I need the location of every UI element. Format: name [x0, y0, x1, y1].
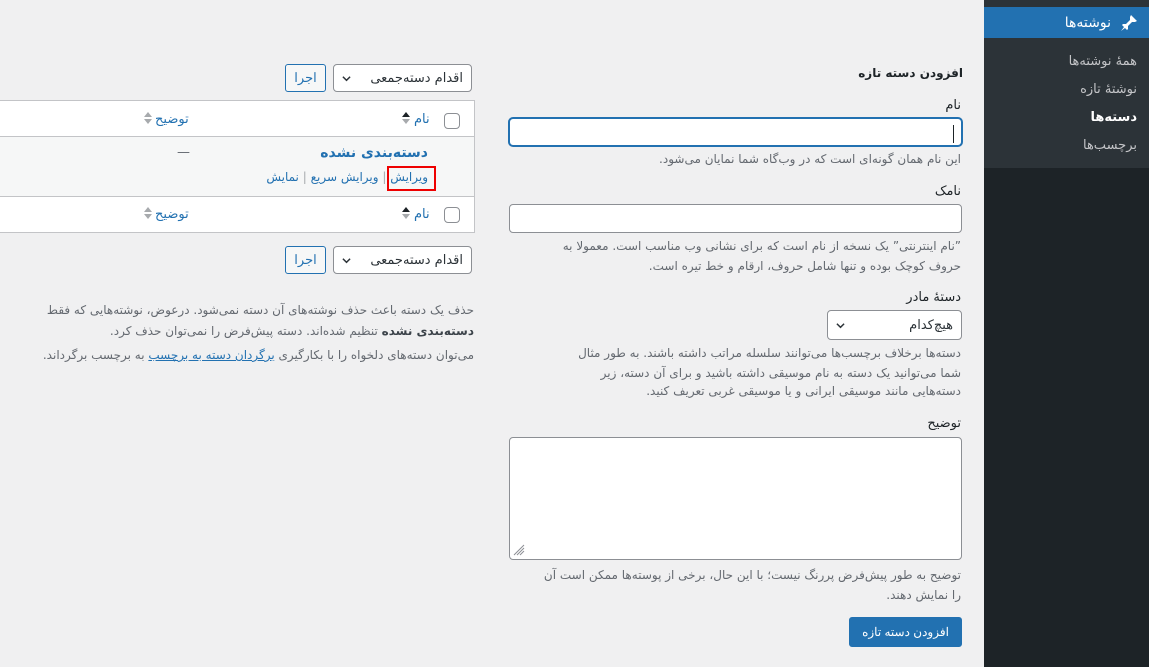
- column-name-footer[interactable]: نام: [414, 207, 430, 222]
- resize-grip-icon[interactable]: [513, 544, 525, 556]
- bulk-action-select-top[interactable]: [333, 64, 472, 92]
- sort-arrows-icon[interactable]: [143, 111, 153, 125]
- sort-arrows-icon[interactable]: [401, 206, 411, 220]
- parent-description-line3: دسته‌هایی مانند موسیقی ایرانی و یا موسیقی غربی تعریف کنید.: [646, 384, 961, 398]
- column-name-header[interactable]: نام: [414, 112, 430, 127]
- description-help-line2: را نمایش دهند.: [886, 588, 961, 602]
- bulk-action-value-bottom: اقدام دسته‌جمعی: [370, 252, 463, 268]
- description-help-line1: توضیح به طور پیش‌فرض پررنگ نیست؛ با این حال، برخی از پوسته‌ها ممکن است آن: [543, 568, 961, 582]
- parent-description-line1: دسته‌ها برخلاف برچسب‌ها می‌توانند سلسله مراتب داشته باشند. به طور مثال: [578, 346, 961, 360]
- parent-select-value: هیچ‌کدام: [909, 317, 953, 333]
- table-footer: [0, 196, 474, 232]
- select-all-checkbox[interactable]: [444, 113, 460, 129]
- action-separator: |: [382, 170, 387, 184]
- table-header: [0, 101, 474, 137]
- apply-button-top[interactable]: اجرا: [285, 64, 326, 92]
- column-description-header[interactable]: توضیح: [155, 112, 189, 127]
- table-row: [0, 137, 474, 196]
- delete-note-line2: دسته‌بندی نشده تنظیم شده‌اند. دسته پیش‌فرض را نمی‌توان حذف کرد.: [109, 324, 474, 338]
- name-input[interactable]: [509, 118, 962, 146]
- description-textarea[interactable]: [509, 437, 962, 560]
- chevron-down-icon: [342, 74, 351, 83]
- name-description: این نام همان گونه‌ای است که در وب‌گاه شما نمایان می‌شود.: [659, 152, 961, 166]
- submenu-tags[interactable]: برچسب‌ها: [1082, 138, 1137, 153]
- posts-submenu: [984, 38, 1149, 168]
- slug-input[interactable]: [509, 204, 962, 233]
- apply-button-bottom[interactable]: اجرا: [285, 246, 326, 274]
- parent-select[interactable]: [827, 310, 962, 340]
- slug-description-line2: حروف کوچک بوده و تنها شامل حروف، ارقام و خط تیره است.: [648, 259, 961, 273]
- converter-note: می‌توان دسته‌های دلخواه را با بکارگیری برگردان دسته به برچسب به برچسب برگرداند.: [42, 348, 474, 362]
- bulk-action-select-bottom[interactable]: [333, 246, 472, 274]
- pin-icon: [1119, 13, 1139, 33]
- bulk-action-value-top: اقدام دسته‌جمعی: [370, 70, 463, 86]
- row-action-quick-edit[interactable]: ویرایش سریع: [310, 170, 379, 184]
- row-category-description: —: [177, 145, 190, 160]
- chevron-down-icon: [342, 256, 351, 265]
- add-category-button[interactable]: افزودن دسته تازه: [849, 617, 962, 647]
- submenu-all-posts[interactable]: همهٔ نوشته‌ها: [1068, 54, 1137, 69]
- action-separator: |: [302, 170, 307, 184]
- menu-posts-label: نوشته‌ها: [1064, 14, 1111, 31]
- default-category-name: دسته‌بندی نشده: [381, 324, 474, 338]
- admin-sidebar: [984, 0, 1149, 667]
- text-caret: [953, 125, 954, 143]
- menu-posts[interactable]: [984, 7, 1149, 38]
- parent-label: دستهٔ مادر: [906, 290, 961, 305]
- row-action-edit[interactable]: ویرایش: [390, 170, 428, 184]
- sort-arrows-icon[interactable]: [143, 206, 153, 220]
- select-all-checkbox-bottom[interactable]: [444, 207, 460, 223]
- delete-note-line1: حذف یک دسته باعث حذف نوشته‌های آن دسته نمی‌شود. درعوض، نوشته‌هایی که فقط: [46, 303, 474, 317]
- chevron-down-icon: [836, 321, 845, 330]
- name-label: نام: [945, 98, 961, 113]
- sidebar-top-strip: [984, 0, 1149, 7]
- column-description-footer[interactable]: توضیح: [155, 207, 189, 222]
- categories-table: [0, 100, 475, 233]
- slug-description-line1: ”نام اینترنتی” یک نسخه از نام است که برای نشانی وب مناسب است. معمولا به: [562, 239, 961, 253]
- parent-description-line2: شما می‌توانید یک دسته به نام موسیقی داشته باشید و برای آن دسته، زیر: [600, 366, 961, 380]
- row-category-name[interactable]: دسته‌بندی نشده: [320, 145, 428, 161]
- sort-arrows-icon[interactable]: [401, 111, 411, 125]
- highlight-annotation: [387, 166, 436, 191]
- form-heading: افزودن دسته تازه: [858, 66, 963, 80]
- description-label: توضیح: [927, 416, 961, 431]
- submenu-categories[interactable]: دسته‌ها: [1090, 110, 1137, 125]
- slug-label: نامک: [934, 184, 961, 199]
- row-action-view[interactable]: نمایش: [266, 170, 299, 184]
- category-tag-converter-link[interactable]: برگردان دسته به برچسب: [148, 348, 275, 362]
- submenu-new-post[interactable]: نوشتهٔ تازه: [1080, 82, 1137, 97]
